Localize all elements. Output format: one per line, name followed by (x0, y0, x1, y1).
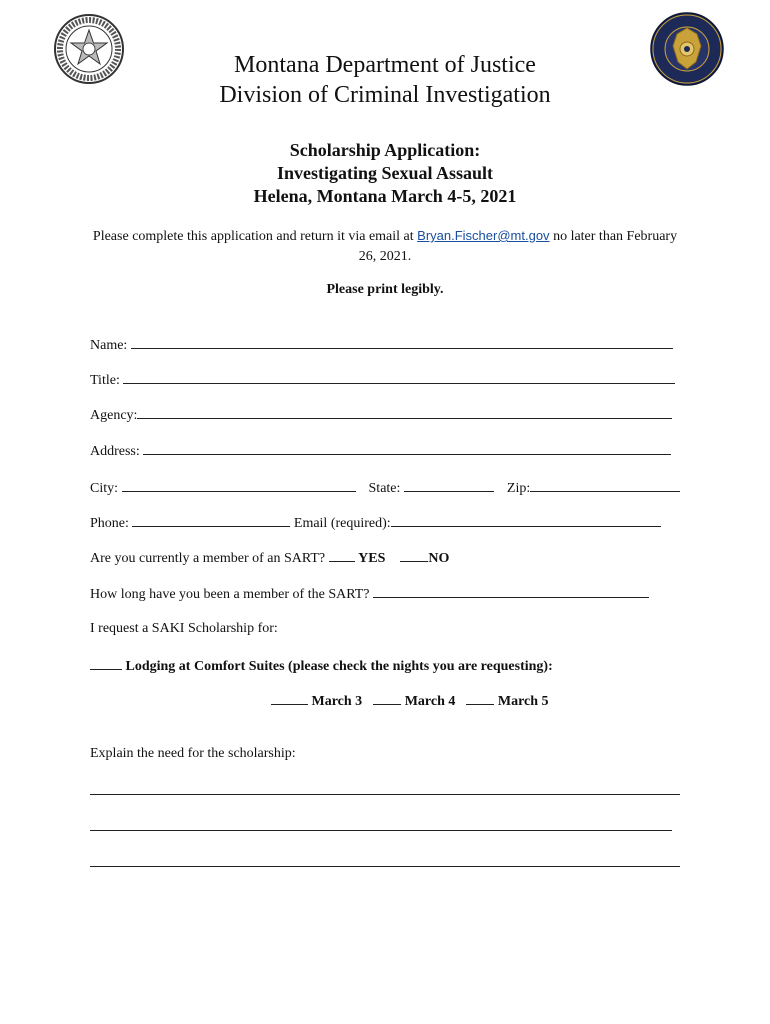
explain-label: Explain the need for the scholarship: (90, 746, 296, 761)
title-label: Title: (90, 373, 120, 388)
explanation-line-3[interactable] (90, 866, 680, 867)
instructions-deadline: no later than February 26, 2021. (358, 229, 678, 264)
state-label: State: (368, 481, 401, 496)
name-field[interactable] (131, 335, 673, 349)
city-state-zip-row (90, 478, 680, 498)
lodging-row (90, 656, 553, 676)
lodging-checkbox[interactable] (90, 656, 122, 670)
instructions (90, 226, 680, 267)
address-field[interactable] (143, 441, 671, 455)
name-label: Name: (90, 338, 128, 353)
course-title: Investigating Sexual Assault (276, 163, 494, 183)
sart-duration-field[interactable] (373, 584, 649, 598)
email-link[interactable]: Bryan.Fischer@mt.gov (417, 228, 550, 243)
explanation-line-1[interactable] (90, 794, 680, 795)
agency-field[interactable] (137, 405, 672, 419)
email-field[interactable] (391, 513, 661, 527)
instructions-text: Please complete this application and return it via email at (92, 229, 414, 244)
address-row (90, 441, 671, 461)
sart-question: Are you currently a member of an SART? (90, 551, 326, 566)
night-march-5-label: March 5 (497, 694, 549, 709)
explanation-line-2[interactable] (90, 830, 672, 831)
night-march-4-label: March 4 (404, 694, 456, 709)
address-label: Address: (90, 444, 140, 459)
march-4-checkbox[interactable] (373, 691, 401, 705)
course-location-date: Helena, Montana March 4-5, 2021 (253, 186, 517, 206)
sart-member-row (90, 548, 449, 568)
city-label: City: (90, 481, 119, 496)
sart-duration-row (90, 584, 649, 604)
march-5-checkbox[interactable] (466, 691, 494, 705)
email-label: Email (required): (293, 516, 391, 531)
print-note: Please print legibly. (326, 282, 444, 297)
yes-checkbox[interactable] (329, 548, 355, 562)
agency-row (90, 405, 672, 425)
zip-field[interactable] (530, 478, 680, 492)
department-title: Montana Department of Justice (234, 52, 536, 78)
title-field[interactable] (123, 370, 675, 384)
state-field[interactable] (404, 478, 494, 492)
form-title: Scholarship Application: (289, 140, 481, 160)
division-title: Division of Criminal Investigation (219, 82, 551, 108)
no-label: NO (428, 551, 450, 566)
march-3-checkbox[interactable] (271, 691, 308, 705)
agency-label: Agency: (90, 408, 138, 423)
sart-duration-question: How long have you been a member of the SART? (90, 587, 370, 602)
night-march-3-label: March 3 (311, 694, 363, 709)
lodging-label: Lodging at Comfort Suites (please check the nights you are requesting): (125, 659, 553, 674)
no-checkbox[interactable] (400, 548, 428, 562)
title-row (90, 370, 675, 390)
nights-row (271, 691, 549, 711)
yes-label: YES (358, 551, 386, 566)
phone-email-row (90, 513, 661, 533)
city-field[interactable] (122, 478, 356, 492)
phone-label: Phone: (90, 516, 129, 531)
zip-label: Zip: (506, 481, 531, 496)
phone-field[interactable] (132, 513, 290, 527)
name-row (90, 335, 673, 355)
scholarship-request: I request a SAKI Scholarship for: (90, 621, 278, 636)
